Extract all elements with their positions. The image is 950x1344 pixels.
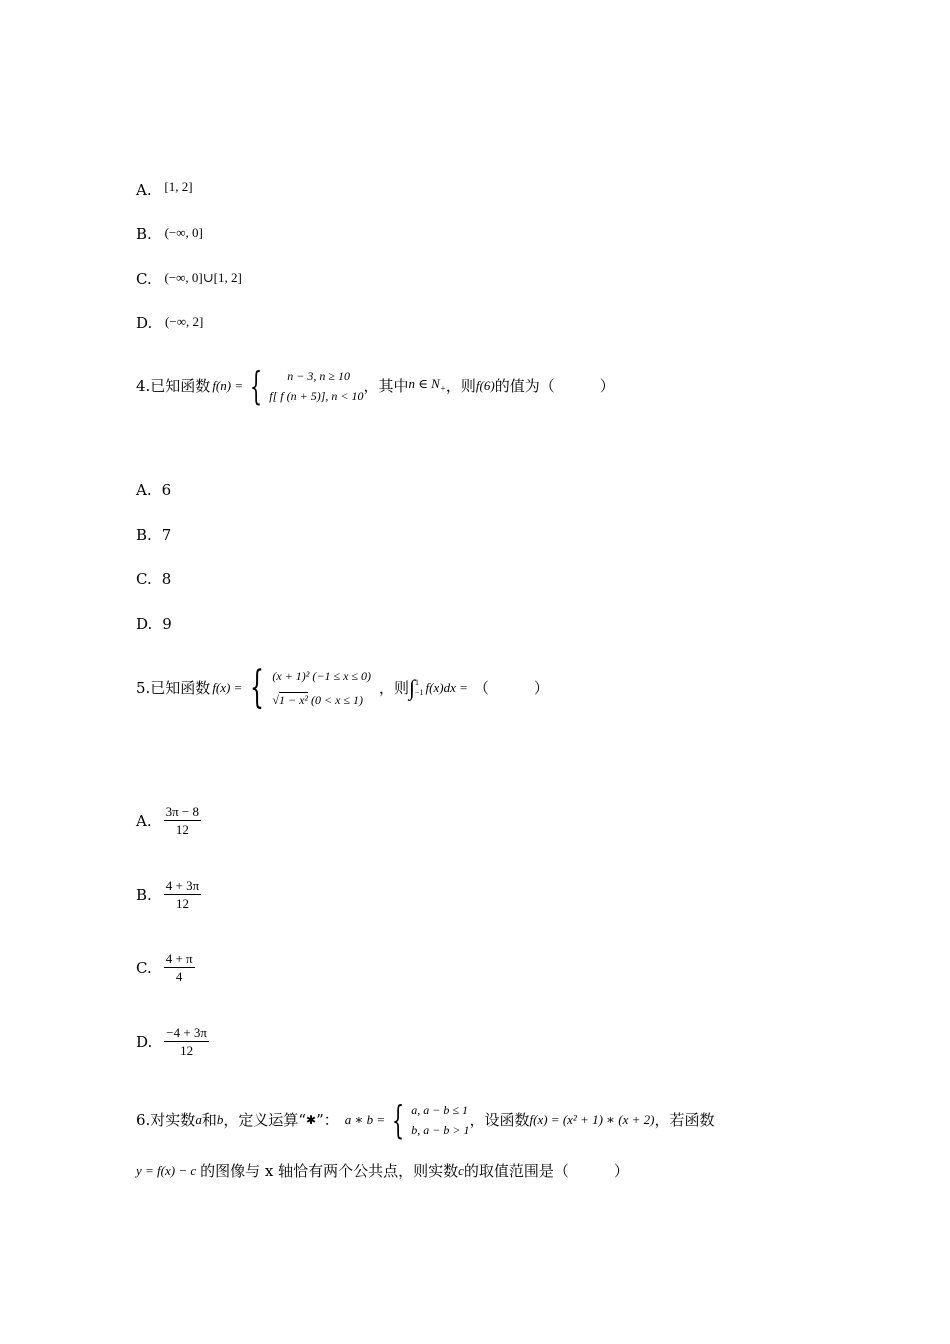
q5-option-d-fraction: $\frac{-4 + 3\pi}{12}$ [166,1025,207,1058]
q6-var-a: a [195,1112,202,1127]
q4-case-1: n − 3, n ≥ 10 [287,369,350,383]
q5-option-c: C. $\frac{4 + \pi}{4}$ [136,951,193,984]
q5-option-a-fraction: $\frac{3\pi - 8}{12}$ [165,804,200,837]
q6-if: ，若函数 [654,1111,715,1129]
q4-option-b: B. 7 [136,526,172,544]
q6-define: ，定义运算“ [223,1111,306,1129]
q6-expr: y = f(x) − c [136,1163,197,1178]
q4-cond: n ∈ $N_+$ [408,375,446,394]
q4-prefix: 4.已知函数 [136,377,211,395]
q5-option-b-fraction: $\frac{4 + 3\pi}{12}$ [165,878,200,911]
q6-and: 和 [201,1111,217,1129]
q4-suffix: 的值为（ ） [494,377,615,395]
q5-piecewise: { (x + 1)² (−1 ≤ x ≤ 0) √1 − x² (0 < x ≤ 1) [250,662,371,713]
q5-prefix: 5.已知函数 [136,679,211,697]
q6-fx: f(x) = (x² + 1) ∗ (x + 2) [529,1112,655,1127]
q6-set: ，设函数 [469,1111,530,1129]
q3-option-b-value: (−∞, 0] [164,225,203,240]
q5-option-a: A. $\frac{3\pi - 8}{12}$ [136,804,200,837]
q4-then: ，则 [445,377,476,395]
q5-option-d: D. $\frac{-4 + 3\pi}{12}$ [136,1025,207,1058]
q3-option-c-value: (−∞, 0]∪[1, 2] [164,270,242,285]
q5-question [136,664,549,712]
q4-option-a: A. 6 [136,481,172,499]
q4-option-d: D. 9 [136,615,172,633]
q6-define-end: ”： [316,1111,339,1129]
q5-then: ，则 [378,679,409,697]
q5-option-b: B. $\frac{4 + 3\pi}{12}$ [136,878,200,911]
q6-case-2: b, a − b > 1 [411,1123,470,1137]
q5-suffix: （ ） [473,679,549,697]
q6-prefix: 6.对实数 [136,1111,196,1129]
q3-option-a: A. [1, 2] [136,179,193,199]
q6-var-b: b [216,1112,224,1127]
star-icon: ✱ [306,1113,317,1127]
q5-integral: ∫ 1 −1 f(x)dx = [409,675,468,700]
q4-option-c: C. 8 [136,570,172,588]
q5-case-1: (x + 1)² (−1 ≤ x ≤ 0) [272,669,371,683]
q6-question-line-1 [136,1100,714,1140]
q5-func: f(x) = [212,680,243,695]
q6-piecewise: { a, a − b ≤ 1 b, a − b > 1 [392,1098,470,1142]
q6-text: 的图像与 x 轴恰有两个公共点，则实数 [200,1162,459,1180]
q6-suffix: 的取值范围是（ ） [463,1162,629,1180]
q6-op: a ∗ b = [344,1112,386,1127]
q4-piecewise: { n − 3, n ≥ 10 f[ f (n + 5)], n < 10 [250,364,364,408]
q3-option-b: B. (−∞, 0] [136,225,203,243]
q4-middle: ，其中 [363,377,409,395]
q3-option-c: C. (−∞, 0]∪[1, 2] [136,270,242,288]
q4-question [136,366,615,406]
q6-case-1: a, a − b ≤ 1 [411,1103,468,1117]
q5-option-c-fraction: $\frac{4 + \pi}{4}$ [165,951,193,984]
q4-f6: f(6) [475,378,495,393]
q5-case-2: √1 − x² (0 < x ≤ 1) [272,693,364,707]
q4-func: f(n) = [212,378,244,393]
q6-question-line-2 [136,1162,629,1180]
q6-var-c: c [458,1163,464,1178]
q4-case-2: f[ f (n + 5)], n < 10 [269,389,364,403]
q3-option-a-value: [1, 2] [164,179,193,194]
q3-option-d-value: (−∞, 2] [165,314,204,329]
q3-option-d: D. (−∞, 2] [136,314,204,332]
